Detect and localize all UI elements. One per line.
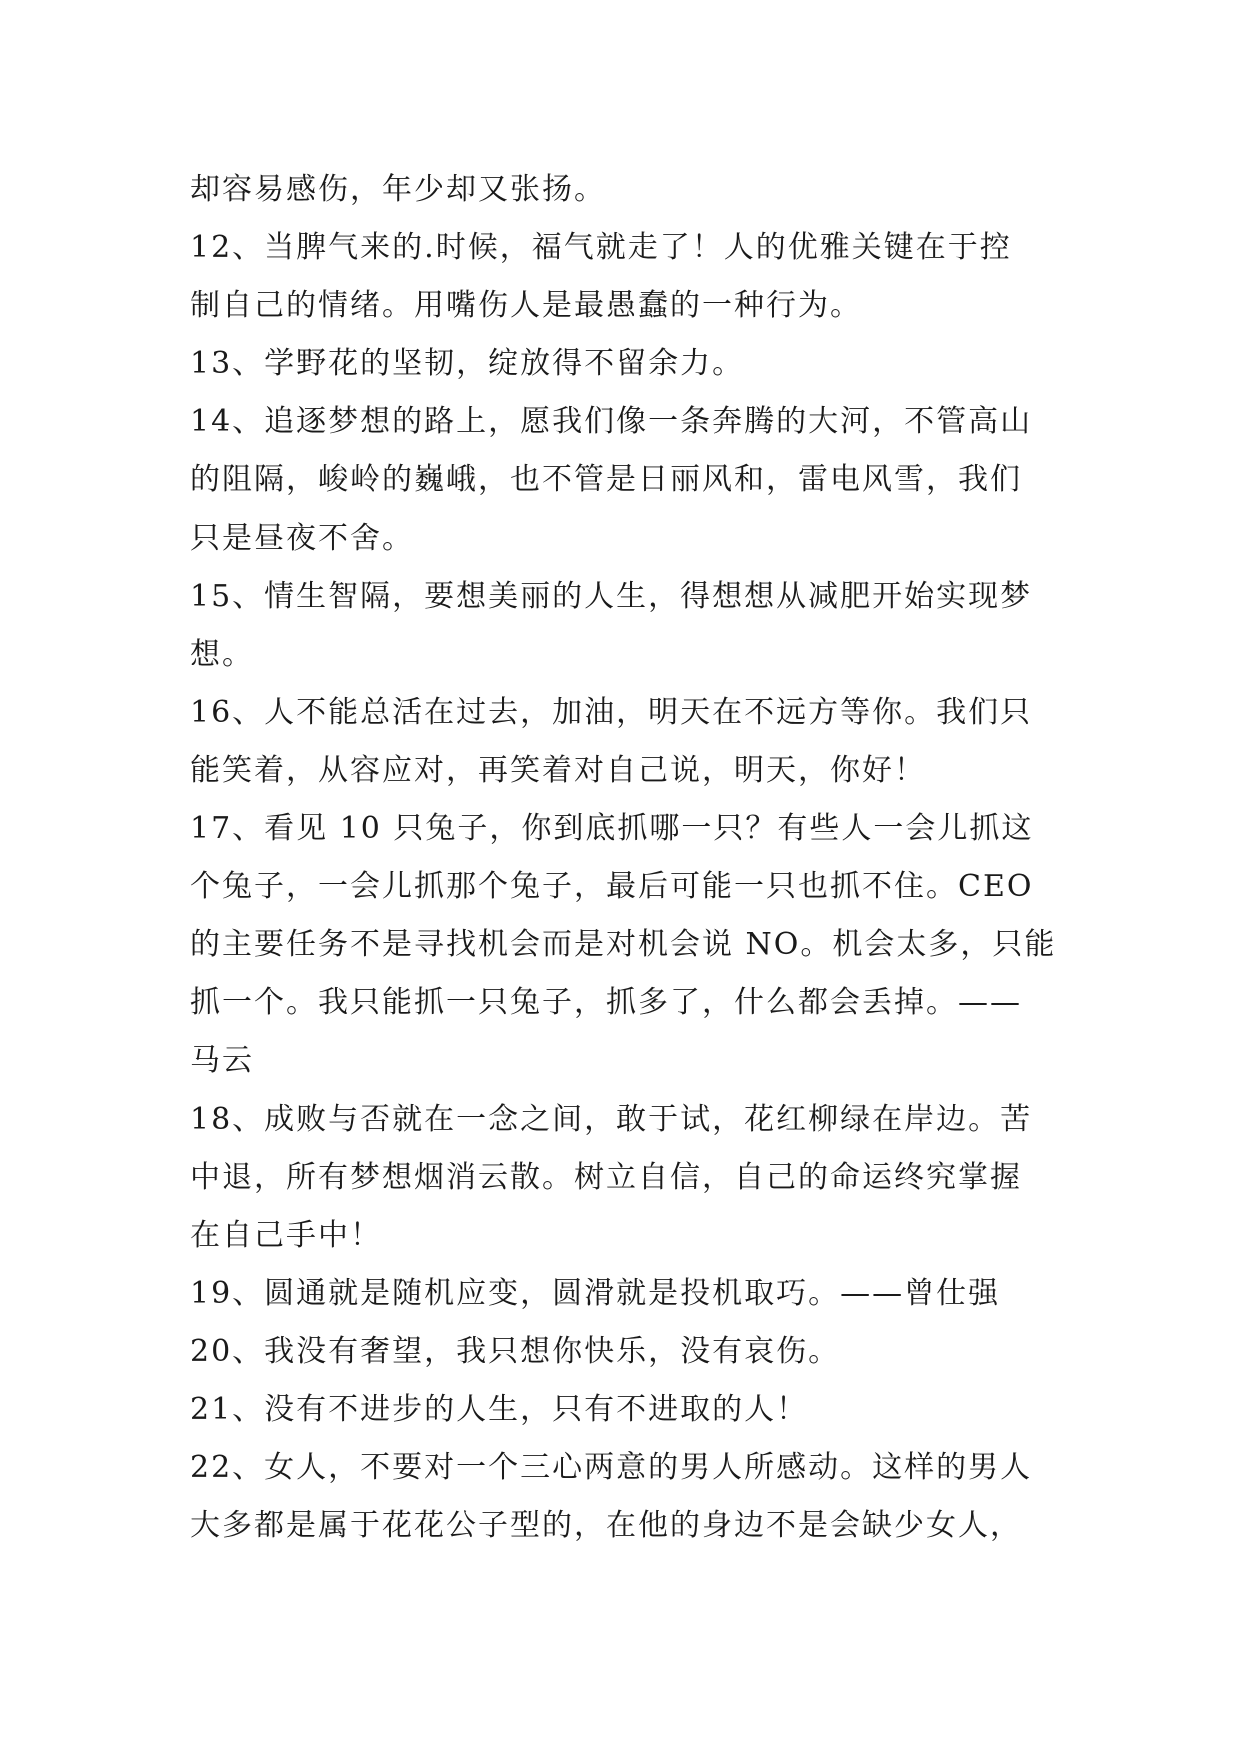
text-line: 想。 bbox=[190, 636, 254, 672]
text-line: 17、看见 10 只兔子，你到底抓哪一只？有些人一会儿抓这 bbox=[190, 811, 1034, 847]
text-line: 抓一个。我只能抓一只兔子，抓多了，什么都会丢掉。—— bbox=[190, 985, 1022, 1021]
text-line: 21、没有不进步的人生，只有不进取的人！ bbox=[190, 1391, 809, 1427]
text-line: 马云 bbox=[190, 1043, 254, 1079]
text-line: 的主要任务不是寻找机会而是对机会说 NO。机会太多，只能 bbox=[190, 927, 1057, 963]
text-line: 14、追逐梦想的路上，愿我们像一条奔腾的大河，不管高山 bbox=[190, 404, 1033, 440]
text-line: 大多都是属于花花公子型的，在他的身边不是会缺少女人， bbox=[190, 1508, 1022, 1544]
text-line: 15、情生智隔，要想美丽的人生，得想想从减肥开始实现梦 bbox=[190, 578, 1033, 614]
text-line: 能笑着，从容应对，再笑着对自己说，明天，你好！ bbox=[190, 752, 926, 788]
text-line: 个兔子，一会儿抓那个兔子，最后可能一只也抓不住。CEO bbox=[190, 869, 1034, 905]
text-line: 中退，所有梦想烟消云散。树立自信，自己的命运终究掌握 bbox=[190, 1159, 1022, 1195]
text-line: 在自己手中！ bbox=[190, 1217, 382, 1253]
document-body bbox=[190, 161, 1070, 1555]
text-line: 22、女人，不要对一个三心两意的男人所感动。这样的男人 bbox=[190, 1450, 1033, 1486]
text-line: 12、当脾气来的.时候，福气就走了！人的优雅关键在于控 bbox=[190, 230, 1012, 266]
text-line: 13、学野花的坚韧，绽放得不留余力。 bbox=[190, 346, 745, 382]
text-line: 只是昼夜不舍。 bbox=[190, 520, 414, 556]
text-line: 20、我没有奢望，我只想你快乐，没有哀伤。 bbox=[190, 1333, 841, 1369]
text-line: 19、圆通就是随机应变，圆滑就是投机取巧。——曾仕强 bbox=[190, 1275, 1001, 1311]
text-line: 的阻隔，峻岭的巍峨，也不管是日丽风和，雷电风雪，我们 bbox=[190, 462, 1022, 498]
text-line: 16、人不能总活在过去，加油，明天在不远方等你。我们只 bbox=[190, 694, 1033, 730]
text-line: 18、成败与否就在一念之间，敢于试，花红柳绿在岸边。苦 bbox=[190, 1101, 1033, 1137]
text-line: 却容易感伤，年少却又张扬。 bbox=[190, 172, 606, 207]
text-line: 制自己的情绪。用嘴伤人是最愚蠢的一种行为。 bbox=[190, 288, 862, 324]
